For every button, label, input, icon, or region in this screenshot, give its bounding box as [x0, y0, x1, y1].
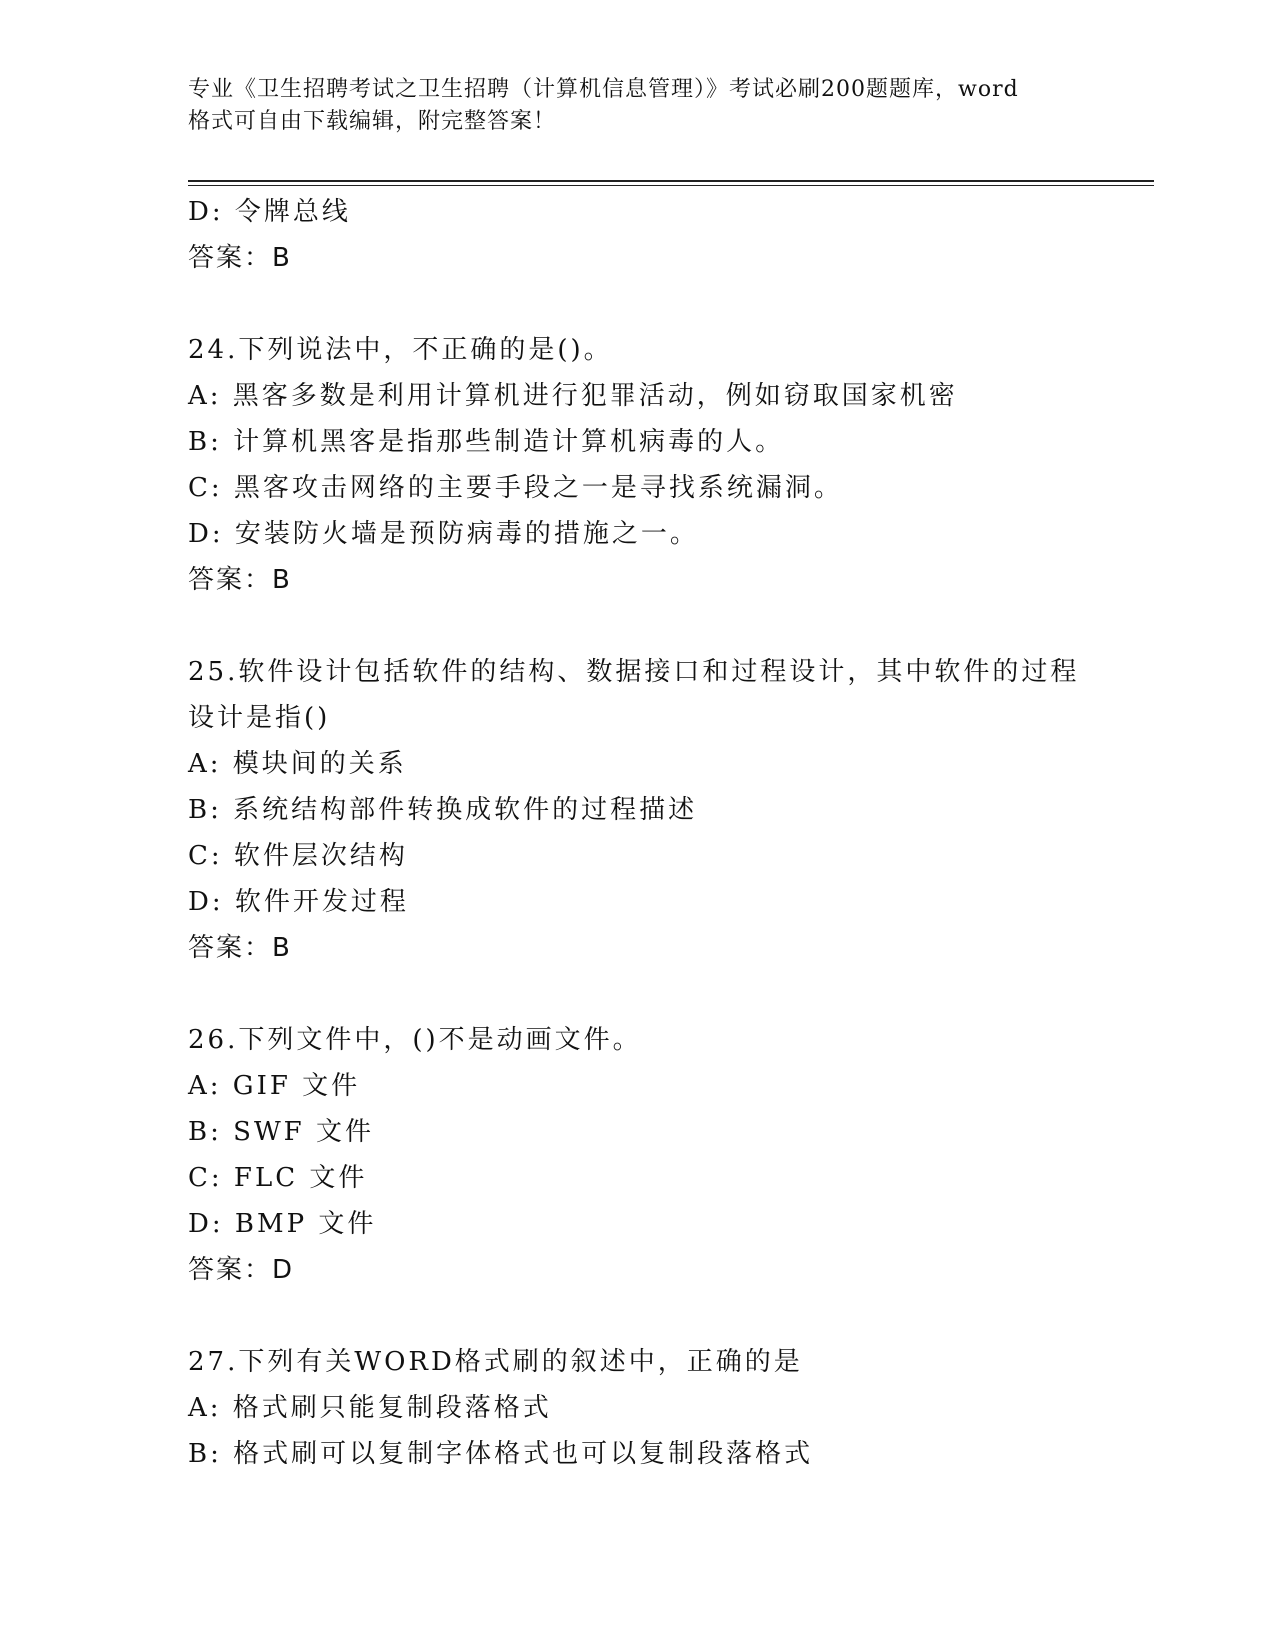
- option-a: A: GIF 文件: [188, 1071, 361, 1101]
- document-body: [188, 189, 1148, 1477]
- question-stem: 25.软件设计包括软件的结构、数据接口和过程设计，其中软件的过程: [188, 657, 1080, 687]
- header-divider-top: [188, 180, 1154, 182]
- header-line-2: 格式可自由下载编辑，附完整答案！: [188, 109, 557, 134]
- option-d: D: BMP 文件: [188, 1209, 377, 1239]
- option-c: C: FLC 文件: [188, 1163, 368, 1193]
- question-24: [188, 327, 1148, 603]
- answer: 答案：B: [188, 933, 292, 963]
- spacer: [188, 281, 1148, 327]
- option-b: B: SWF 文件: [188, 1117, 374, 1147]
- option-a: A: 格式刷只能复制段落格式: [188, 1393, 552, 1423]
- question-stem: 26.下列文件中，()不是动画文件。: [188, 1025, 642, 1055]
- option-d: D: 软件开发过程: [188, 887, 409, 917]
- question-26: [188, 1017, 1148, 1293]
- option-b: B: 计算机黑客是指那些制造计算机病毒的人。: [188, 427, 785, 457]
- header-divider-bottom: [188, 185, 1154, 186]
- option-a: A: 黑客多数是利用计算机进行犯罪活动，例如窃取国家机密: [188, 381, 958, 411]
- prev-option-d: D: 令牌总线: [188, 197, 351, 227]
- question-stem-cont: 设计是指(): [188, 703, 331, 733]
- question-27: [188, 1339, 1148, 1477]
- option-b: B: 系统结构部件转换成软件的过程描述: [188, 795, 698, 825]
- option-a: A: 模块间的关系: [188, 749, 407, 779]
- spacer: [188, 603, 1148, 649]
- spacer: [188, 971, 1148, 1017]
- option-b: B: 格式刷可以复制字体格式也可以复制段落格式: [188, 1439, 814, 1469]
- question-stem: 27.下列有关WORD格式刷的叙述中，正确的是: [188, 1347, 803, 1377]
- page-header: [188, 74, 1088, 138]
- answer: 答案：B: [188, 565, 292, 595]
- spacer: [188, 1293, 1148, 1339]
- answer: 答案：D: [188, 1255, 295, 1285]
- question-stem: 24.下列说法中，不正确的是()。: [188, 335, 613, 365]
- option-c: C: 黑客攻击网络的主要手段之一是寻找系统漏洞。: [188, 473, 843, 503]
- prev-answer: 答案：B: [188, 243, 292, 273]
- option-d: D: 安装防火墙是预防病毒的措施之一。: [188, 519, 699, 549]
- option-c: C: 软件层次结构: [188, 841, 408, 871]
- question-25: [188, 649, 1148, 971]
- header-line-1: 专业《卫生招聘考试之卫生招聘（计算机信息管理）》考试必刷200题题库，word: [188, 77, 1019, 102]
